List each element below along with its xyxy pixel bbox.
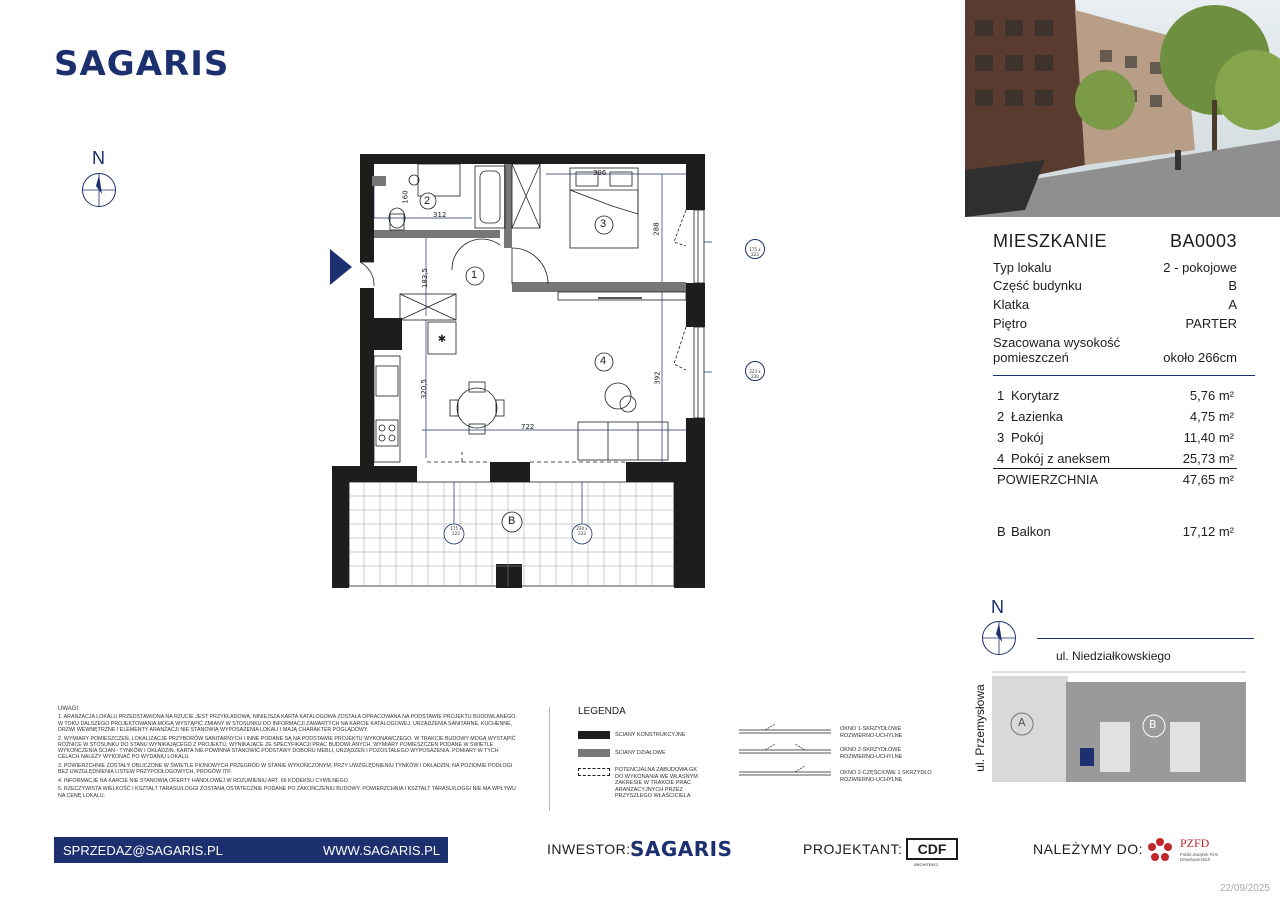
room-name: Pokój — [1011, 430, 1044, 445]
room-name: Łazienka — [1011, 409, 1064, 424]
room-label-1: 1 — [471, 269, 478, 281]
window-tag: 175 x 223 — [745, 239, 765, 259]
info-value: 2 - pokojowe — [1163, 260, 1237, 275]
total-row — [997, 472, 1234, 487]
notes-block — [58, 706, 520, 801]
date-label: 22/09/2025 — [1219, 883, 1270, 894]
street-line — [1037, 638, 1254, 639]
dimension-160: 160 — [401, 190, 410, 204]
room-number: 2 — [997, 409, 1005, 424]
legend-title: LEGENDA — [578, 706, 626, 717]
legend-swatch-potential — [578, 768, 610, 776]
info-label: Klatka — [993, 297, 1030, 312]
room-name: Korytarz — [1011, 388, 1060, 403]
site-section-b: B — [1149, 718, 1157, 731]
divider — [993, 375, 1255, 376]
compass-icon — [81, 172, 117, 208]
site-plan-map — [988, 668, 1256, 790]
balcony-area: 17,12 m² — [1182, 524, 1234, 539]
room-area: 4,75 m² — [1189, 409, 1234, 424]
info-value: około 266cm — [1163, 350, 1237, 365]
info-row — [993, 335, 1237, 365]
room-area: 5,76 m² — [1189, 388, 1234, 403]
legend-partition-label: ŚCIANY DZIAŁOWE — [615, 750, 666, 756]
legend-potential-label: POTENCJALNA ZABUDOWA GK DO WYKONANIA WE WŁASNYM ZAKRESIE W TRAKCIE PRAC ARANŻACYJNYCH PRZEZ PRZYSZŁEGO WŁAŚCICIELA — [615, 767, 698, 799]
floor-plan — [332, 150, 712, 590]
legend-swatch-partition — [578, 749, 610, 757]
info-row — [993, 278, 1237, 293]
email-link[interactable]: SPRZEDAZ@SAGARIS.PL — [63, 842, 223, 858]
room-label-4: 4 — [600, 355, 607, 367]
svg-text:✱: ✱ — [437, 334, 447, 345]
sagaris-logo: SAGARIS — [54, 44, 230, 84]
apartment-code: BA0003 — [1169, 231, 1237, 251]
contact-bar — [54, 837, 448, 863]
street-north-label: ul. Niedziałkowskiego — [1056, 649, 1171, 663]
room-area: 25,73 m² — [1182, 451, 1234, 466]
compass-north-label: N — [92, 148, 105, 168]
dimension-722: 722 — [521, 423, 535, 431]
member-logo: PZFD — [1180, 836, 1210, 850]
notes-heading: UWAGI — [58, 706, 79, 712]
designer-label: PROJEKTANT: — [803, 841, 903, 857]
info-row — [993, 260, 1237, 275]
info-label: Typ lokalu — [993, 260, 1052, 275]
room-row — [997, 388, 1234, 403]
dimension-396: 396 — [593, 169, 607, 177]
note-item: 3. POWIERZCHNIE ZOSTAŁY OBLICZONE W ŚWIETLE PIONOWYCH PRZEGRÓD W STANIE WYKOŃCZONYM, PRZY UWZGLĘDNIENIU TYNKÓW I OKŁADZIN, NA POZIOMIE PODŁOGI BEZ UWZGLĘDNIENIA LISTEW PRZYPODŁOGOWYCH, PROGÓW ITP. — [58, 762, 513, 776]
window-tag: 223 x 220 — [745, 361, 765, 381]
room-label-balcony: B — [508, 515, 516, 527]
dimension-288: 288 — [652, 222, 661, 236]
info-label: Piętro — [993, 316, 1027, 331]
legend-structural-label: ŚCIANY KONSTRUKCYJNE — [615, 732, 686, 738]
legend-window1-label: OKNO 1-SKRZYDŁOWE ROZWIERNO-UCHYLNE — [840, 726, 903, 739]
room-number: 3 — [997, 430, 1005, 445]
designer-logo: CDF — [906, 838, 958, 860]
info-value: B — [1228, 278, 1237, 293]
room-row — [997, 430, 1234, 445]
note-item: 2. WYMIARY POMIESZCZEŃ, LOKALIZACJE PRZYBORÓW SANITARNYCH I INNE PODANE SĄ NA PODSTAWIE PROJEKTU WYKONAWCZEGO. W TRAKCIE BUDOWY MOGĄ WYSTĄPIĆ RÓŻNICE W STOSUNKU DO STANU WYNIKAJĄCEGO Z PROJEKTU, WYNIKAJĄCE ZE SPECYFIKACJI PRAC BUDOWLANYCH. WYMIARY POMIESZCZEŃ PODANE W ŚWIETLE WYKOŃCZENIA ŚCIAN - TYNKÓW I OKŁADZIN. KARTA NIE POWINNA STANOWIĆ PODSTAWY DOBORU MEBLI, URZĄDZEŃ I POZOSTAŁEGO WYPOSAŻENIA. POMIARY W TYCH CELACH NALEŻY WYKONAĆ PO WYDANIU LOKALU. — [58, 735, 516, 761]
info-label: Szacowana wysokość pomieszczeń — [993, 335, 1121, 365]
investor-label: INWESTOR: — [547, 841, 631, 857]
building-photo — [965, 0, 1280, 217]
room-label-3: 3 — [600, 218, 607, 230]
balcony-name: Balkon — [1011, 524, 1051, 539]
legend-window3-label: OKNO 2-CZĘŚCIOWE 1 SKRZYDŁO ROZWIERNO-UCHYLNE — [840, 770, 932, 783]
room-number: 1 — [997, 388, 1005, 403]
site-compass-icon — [981, 620, 1017, 656]
dimension-392: 392 — [653, 371, 662, 385]
apartment-heading: MIESZKANIE — [993, 231, 1108, 251]
legend-window2-label: OKNO 2-SKRZYDŁOWE ROZWIERNO-UCHYLNE — [840, 747, 903, 760]
info-row — [993, 297, 1237, 312]
divider — [549, 707, 550, 811]
room-number: 4 — [997, 451, 1005, 466]
investor-logo: SAGARIS — [630, 837, 733, 861]
info-value: PARTER — [1185, 316, 1237, 331]
room-name: Pokój z aneksem — [1011, 451, 1110, 466]
room-row — [997, 451, 1234, 466]
note-item: 1. ARANŻACJA LOKALU PRZEDSTAWIONA NA RZUCIE JEST PRZYKŁADOWA, NINIEJSZA KARTA KATALOGOWA ZOSTAŁA OPRACOWANA NA PODSTAWIE PROJEKTU BUDOWLANEGO. W TOKU DALSZEGO PROJEKTOWANIA MOGĄ WYSTĄPIĆ ZMIANY W STOSUNKU DO INFORMACJI ZAWARTYCH NA KARCIE KATALOGOWEJ. URZĄDZENIA SANITARNE, KUCHENNE, DRZWI WEWNĘTRZNE I ELEMENTY ARANŻACJI NIE STANOWIĄ WYPOSAŻENIA LOKALI I MAJĄ CHARAKTER POGLĄDOWY. — [58, 714, 517, 734]
balcony-number: B — [997, 524, 1006, 539]
total-label: POWIERZCHNIA — [997, 472, 1099, 487]
member-logo-sub: Polski Związek Firm Deweloperskich — [1180, 852, 1219, 862]
window-tag: 175 x 223 — [450, 526, 462, 536]
dimension-312: 312 — [433, 211, 447, 219]
info-row — [993, 316, 1237, 331]
room-row — [997, 409, 1234, 424]
info-value: A — [1228, 297, 1237, 312]
legend-swatch-structural — [578, 731, 610, 739]
member-label: NALEŻYMY DO: — [1033, 841, 1143, 857]
divider — [993, 468, 1237, 469]
balcony-row — [997, 524, 1234, 539]
site-section-a: A — [1018, 716, 1026, 729]
window-tag: 230 x 233 — [576, 526, 588, 536]
website-link[interactable]: WWW.SAGARIS.PL — [322, 842, 440, 858]
total-area: 47,65 m² — [1182, 472, 1234, 487]
site-compass-north-label: N — [991, 597, 1004, 617]
designer-logo-sub: ARCHITEKCI — [914, 862, 939, 867]
street-west-label: ul. Przemysłowa — [973, 684, 987, 772]
dimension-320-5: 320,5 — [420, 378, 429, 400]
room-area: 11,40 m² — [1183, 430, 1234, 445]
info-label: Część budynku — [993, 278, 1082, 293]
dimension-183-5: 183,5 — [421, 267, 430, 289]
room-label-2: 2 — [424, 195, 431, 207]
pzfd-flower-icon — [1146, 836, 1174, 864]
note-item: 5. RZECZYWISTA WIELKOŚĆ I KSZTAŁT TARASU/LOGGI ZOSTANĄ OSTATECZNIE PODANE PO ZAKOŃCZENIU BUDOWY. POWIERZCHNIA I KSZTAŁT TARASU/LOGGI NIE MA WPŁYWU NA CENĘ LOKALU. — [58, 786, 516, 799]
note-item: 4. INFORMACJE NA KARCIE NIE STANOWIĄ OFERTY HANDLOWEJ W ROZUMIENIU ART. 66 KODEKSU CYWILNEGO. — [58, 777, 350, 784]
legend-window-icons — [735, 724, 835, 784]
apartment-title-row — [993, 231, 1237, 252]
